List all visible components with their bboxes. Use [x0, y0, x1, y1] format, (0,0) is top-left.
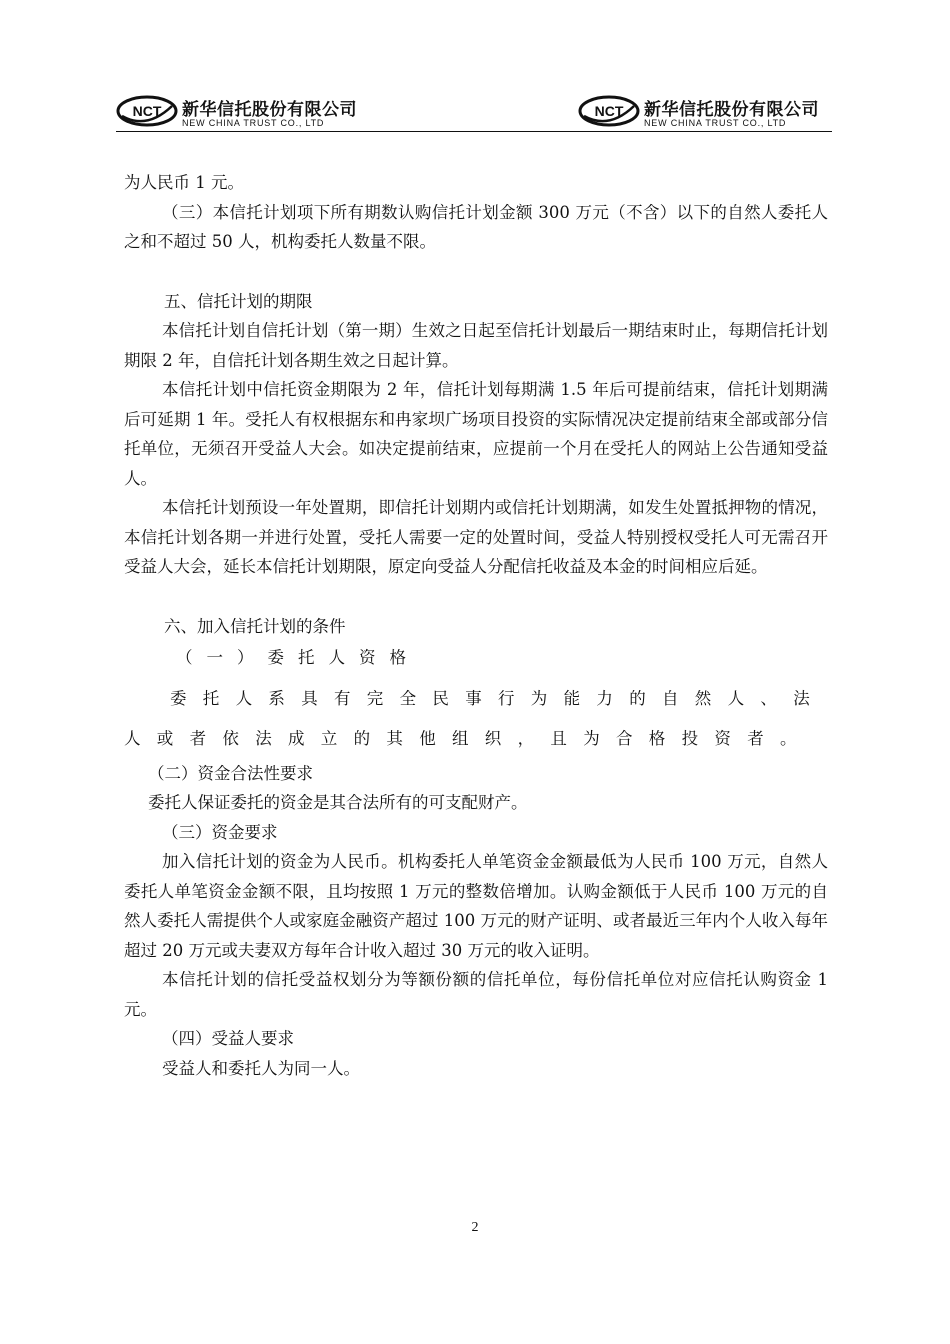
paragraph-clause-3: （三）本信托计划项下所有期数认购信托计划金额 300 万元（不含）以下的自然人委托人之和不超过 50 人，机构委托人数量不限。 [124, 202, 828, 251]
header-divider [116, 131, 832, 132]
page-number: 2 [471, 1220, 479, 1235]
company-name-cn: 新华信托股份有限公司 [182, 100, 357, 120]
section-6-sub-4-heading: （四）受益人要求 [162, 1029, 294, 1048]
section-6-sub-3-paragraph-1: 加入信托计划的资金为人民币。机构委托人单笔资金金额最低为人民币 100 万元，自然人委托人单笔资金金额不限，且均按照 1 万元的整数倍增加。认购金额低于人民币 100 万元的自然人委托人需提供个人或家庭金融资产超过 100 万元的财产证明、或者最近三年内个人收入每年超过 20 万元或夫妻双方每年合计收入超过 30 万元的收入证明。 [124, 852, 828, 960]
section-6-sub-4-text: 受益人和委托人为同一人。 [162, 1058, 360, 1078]
section-6-heading: 六、加入信托计划的条件 [164, 616, 346, 636]
company-logo-right [578, 92, 828, 132]
document-body [124, 168, 828, 1083]
nct-logo-icon [578, 94, 640, 128]
section-6-sub-1-line-1: 委托人系具有完全民事行为能力的自然人、法 [170, 688, 826, 708]
section-6-sub-2-text: 委托人保证委托的资金是其合法所有的可支配财产。 [148, 793, 528, 812]
nct-logo-icon [116, 94, 178, 128]
section-6-sub-1-line-2: 人或者依法成立的其他组织，且为合格投资者。 [124, 728, 813, 748]
section-6-sub-1-heading: （一）委托人资格 [176, 648, 420, 667]
paragraph-continuation: 为人民币 1 元。 [124, 173, 244, 192]
section-6-sub-3-heading: （三）资金要求 [162, 822, 278, 842]
company-name-en: NEW CHINA TRUST CO., LTD [182, 118, 325, 128]
company-name-en: NEW CHINA TRUST CO., LTD [644, 118, 787, 128]
section-5-paragraph-2: 本信托计划中信托资金期限为 2 年，信托计划每期满 1.5 年后可提前结束，信托计划期满后可延期 1 年。受托人有权根据东和冉家坝广场项目投资的实际情况决定提前结束全部或部分信托单位，无须召开受益人大会。如决定提前结束，应提前一个月在受托人的网站上公告通知受益人。 [124, 380, 828, 488]
section-6-sub-2-heading: （二）资金合法性要求 [148, 763, 313, 783]
svg-text:NCT: NCT [132, 103, 162, 119]
svg-text:NCT: NCT [594, 103, 624, 119]
company-name-cn: 新华信托股份有限公司 [644, 100, 819, 120]
company-logo-left [116, 92, 366, 132]
section-5-paragraph-3: 本信托计划预设一年处置期，即信托计划期内或信托计划期满，如发生处置抵押物的情况，本信托计划各期一并进行处置，受托人需要一定的处置时间，受益人特别授权受托人可无需召开受益人大会，延长本信托计划期限，原定向受益人分配信托收益及本金的时间相应后延。 [124, 498, 828, 576]
section-5-heading: 五、信托计划的期限 [164, 291, 313, 311]
page-header [116, 92, 832, 134]
section-5-paragraph-1: 本信托计划自信托计划（第一期）生效之日起至信托计划最后一期结束时止，每期信托计划期限 2 年，自信托计划各期生效之日起计算。 [124, 321, 828, 370]
section-6-sub-3-paragraph-2: 本信托计划的信托受益权划分为等额份额的信托单位，每份信托单位对应信托认购资金 1 元。 [124, 970, 828, 1019]
